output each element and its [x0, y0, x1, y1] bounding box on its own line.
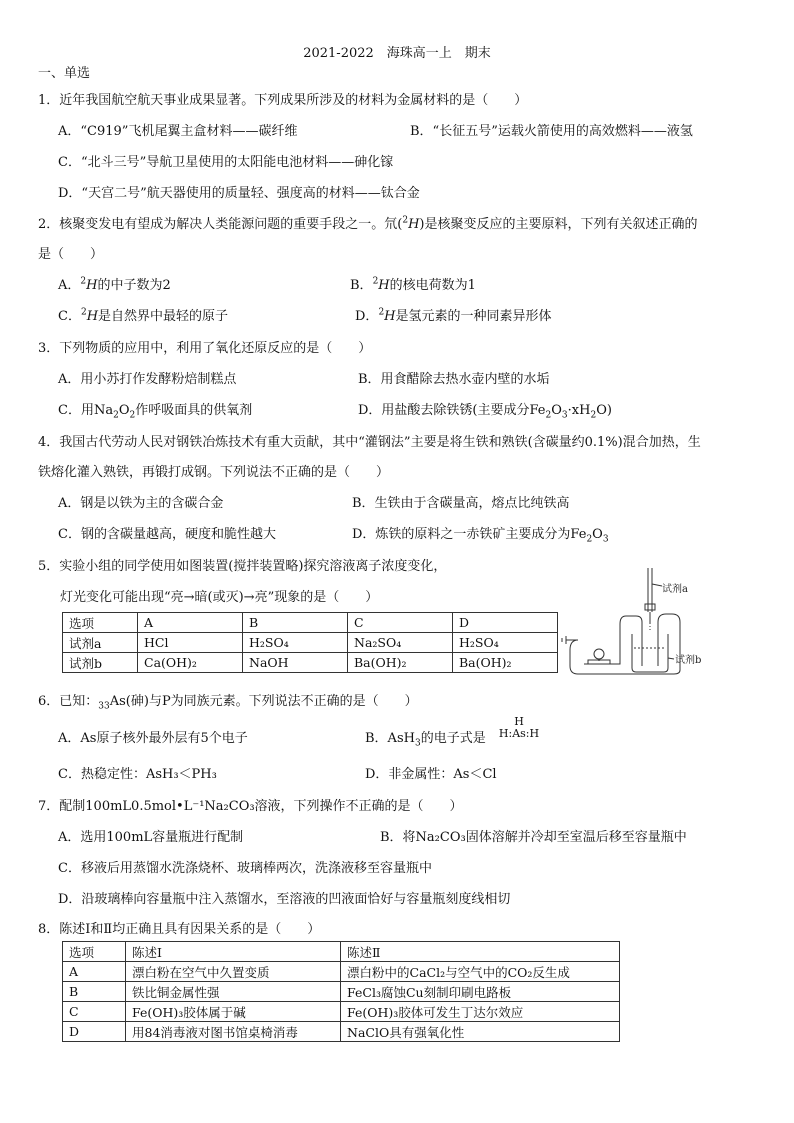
table-cell: A	[138, 613, 243, 633]
question-4-option-c: C．钢的含碳量越高，硬度和脆性越大	[58, 527, 276, 542]
table-cell: D	[63, 1022, 126, 1042]
table-row	[63, 613, 558, 633]
question-7-option-b: B．将Na₂CO₃固体溶解并冷却至室温后移至容量瓶中	[380, 830, 687, 845]
question-4-option-a: A．钢是以铁为主的含碳合金	[58, 496, 224, 511]
question-3-option-b: B．用食醋除去热水壶内壁的水垢	[358, 372, 550, 387]
question-2-option-d: D．$^2$H是氢元素的一种同素异形体	[355, 307, 552, 324]
table-cell: Fe(OH)₃胶体属于碱	[126, 1002, 341, 1022]
table-cell: 陈述Ⅰ	[126, 942, 341, 962]
question-4-stem-line2: 铁熔化灌入熟铁，再锻打成钢。下列说法不正确的是（ ）	[38, 465, 390, 480]
table-cell: Na₂SO₄	[348, 633, 453, 653]
question-8-stem: 8．陈述Ⅰ和Ⅱ均正确且具有因果关系的是（ ）	[38, 922, 321, 937]
question-2-option-c: C．$^2$H是自然界中最轻的原子	[58, 307, 229, 324]
question-1-option-d: D．“天宫二号”航天器使用的质量轻、强度高的材料——钛合金	[58, 186, 420, 201]
table-row	[63, 1002, 620, 1022]
table-cell: Ca(OH)₂	[138, 653, 243, 673]
question-7-option-c: C．移液后用蒸馏水洗涤烧杯、玻璃棒两次，洗涤液移至容量瓶中	[58, 861, 432, 876]
table-cell: 试剂b	[63, 653, 138, 673]
question-8-table	[62, 941, 620, 1042]
table-cell: FeCl₃腐蚀Cu刻制印刷电路板	[341, 982, 620, 1002]
table-row	[63, 633, 558, 653]
question-2-option-b: B．$^2$H的核电荷数为1	[350, 276, 476, 293]
question-2-stem: 2．核聚变发电有望成为解决人类能源问题的重要手段之一。氘($^2$H)是核聚变反应的主要原料，下列有关叙述正确的	[38, 215, 698, 232]
table-cell: H₂SO₄	[453, 633, 558, 653]
table-cell: D	[453, 613, 558, 633]
question-1-option-b: B．“长征五号”运载火箭使用的高效燃料——液氢	[410, 124, 693, 139]
question-5-stem-line2: 灯光变化可能出现“亮→暗(或灭)→亮”现象的是（ ）	[60, 590, 379, 605]
table-cell: NaOH	[243, 653, 348, 673]
table-cell: 试剂a	[63, 633, 138, 653]
table-cell: 选项	[63, 613, 138, 633]
table-cell: 漂白粉在空气中久置变质	[126, 962, 341, 982]
question-6-stem: 6．已知：$_{33}$As(砷)与P为同族元素。下列说法不正确的是（ ）	[38, 694, 418, 712]
question-3-option-a: A．用小苏打作发酵粉焙制糕点	[58, 372, 237, 387]
electron-formula: H H:As:H	[498, 715, 540, 740]
question-7-option-d: D．沿玻璃棒向容量瓶中注入蒸馏水，至溶液的凹液面恰好与容量瓶刻度线相切	[58, 892, 511, 907]
question-7-stem: 7．配制100mL0.5mol•L⁻¹Na₂CO₃溶液，下列操作不正确的是（ ）	[38, 799, 463, 814]
question-3-option-d: D．用盐酸去除铁锈(主要成分$Fe_2O_3\cdot xH_2O$)	[358, 403, 612, 421]
reagent-a-label: 试剂a	[662, 584, 688, 595]
experiment-apparatus-diagram	[558, 566, 718, 678]
question-4-option-b: B．生铁由于含碳量高，熔点比纯铁高	[352, 496, 570, 511]
question-6-option-a: A．As原子核外最外层有5个电子	[58, 731, 248, 746]
question-1-option-c: C．“北斗三号”导航卫星使用的太阳能电池材料——砷化镓	[58, 155, 394, 170]
question-3-option-c: C．用$Na_2O_2$作呼吸面具的供氧剂	[58, 403, 253, 421]
table-cell: 用84消毒液对图书馆桌椅消毒	[126, 1022, 341, 1042]
question-7-option-a: A．选用100mL容量瓶进行配制	[58, 830, 244, 845]
table-cell: 铁比铜金属性强	[126, 982, 341, 1002]
question-5-stem: 5．实验小组的同学使用如图装置(搅拌装置略)探究溶液离子浓度变化，	[38, 559, 447, 574]
table-cell: Fe(OH)₃胶体可发生丁达尔效应	[341, 1002, 620, 1022]
table-row	[63, 962, 620, 982]
question-2-stem-line2: 是（ ）	[38, 247, 104, 262]
isotope-symbol: $^2$H	[402, 215, 420, 232]
table-row	[63, 653, 558, 673]
table-row	[63, 942, 620, 962]
question-1-stem: 1．近年我国航空航天事业成果显著。下列成果所涉及的材料为金属材料的是（ ）	[38, 93, 528, 108]
reagent-b-label: 试剂b	[675, 655, 702, 666]
table-cell: 漂白粉中的CaCl₂与空气中的CO₂反生成	[341, 962, 620, 982]
question-5-table	[62, 612, 558, 673]
question-1-option-a: A．“C919”飞机尾翼主盒材料——碳纤维	[58, 124, 298, 139]
table-cell: 选项	[63, 942, 126, 962]
table-cell: HCl	[138, 633, 243, 653]
table-cell: Ba(OH)₂	[348, 653, 453, 673]
table-row	[63, 982, 620, 1002]
table-cell: H₂SO₄	[243, 633, 348, 653]
table-cell: C	[63, 1002, 126, 1022]
section-heading: 一、单选	[38, 66, 91, 81]
question-2-option-a: A．$^2$H的中子数为2	[58, 276, 171, 293]
question-6-option-c: C．热稳定性：AsH₃＜PH₃	[58, 767, 217, 782]
question-3-stem: 3．下列物质的应用中，利用了氧化还原反应的是（ ）	[38, 341, 372, 356]
table-cell: B	[243, 613, 348, 633]
table-cell: Ba(OH)₂	[453, 653, 558, 673]
question-6-option-b: B．AsH$_3$的电子式是	[365, 731, 486, 749]
table-cell: NaClO具有强氧化性	[341, 1022, 620, 1042]
table-cell: C	[348, 613, 453, 633]
table-cell: B	[63, 982, 126, 1002]
page-title: 2021-2022 海珠高一上 期末	[303, 46, 491, 61]
table-cell: 陈述Ⅱ	[341, 942, 620, 962]
table-row	[63, 1022, 620, 1042]
question-4-stem: 4．我国古代劳动人民对钢铁冶炼技术有重大贡献，其中“灌钢法”主要是将生铁和熟铁(含碳量约0.1%)混合加热，生	[38, 435, 701, 450]
question-4-option-d: D．炼铁的原料之一赤铁矿主要成分为$Fe_2O_3$	[352, 527, 609, 545]
question-6-option-d: D．非金属性：As＜Cl	[365, 767, 497, 782]
table-cell: A	[63, 962, 126, 982]
